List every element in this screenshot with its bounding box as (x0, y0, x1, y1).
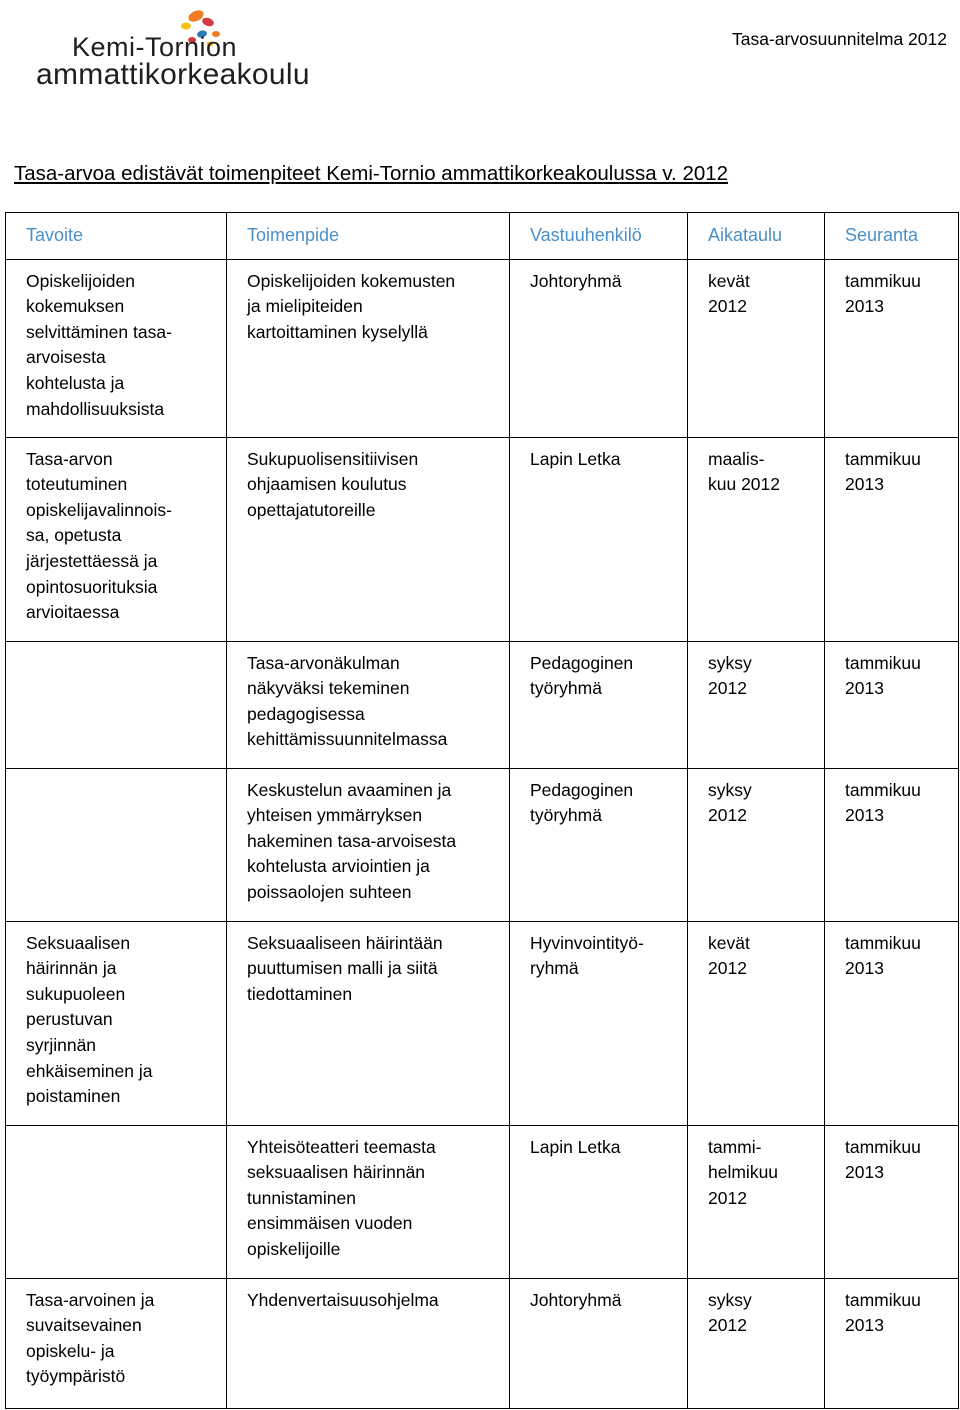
cell-vastuu (510, 641, 688, 768)
cell-text-line: työryhmä (530, 678, 602, 699)
measures-table (5, 212, 959, 1409)
cell-text-line: Tasa-arvonäkulman (247, 652, 400, 673)
cell-text-line: hakeminen tasa-arvoisesta (247, 830, 457, 851)
cell-text-line: Opiskelijoiden (26, 270, 135, 291)
cell-toimenpide (227, 1278, 510, 1408)
cell-text-line: Yhdenvertaisuusohjelma (247, 1289, 439, 1310)
cell-toimenpide (227, 1125, 510, 1278)
cell-vastuu (510, 768, 688, 921)
cell-text-line: 2013 (845, 678, 884, 699)
cell-text-line: ehkäiseminen ja (26, 1060, 153, 1081)
cell-text-line: kohtelusta ja (26, 372, 125, 393)
cell-toimenpide (227, 641, 510, 768)
cell-text-line: poissaolojen suhteen (247, 881, 412, 902)
cell-text-line: ryhmä (530, 958, 579, 979)
cell-tavoite (6, 437, 227, 641)
cell-toimenpide (227, 921, 510, 1125)
cell-text-line: suvaitsevainen (26, 1315, 142, 1336)
cell-text-line: opiskelijavalinnois- (26, 499, 172, 520)
cell-text-line: tammikuu (845, 932, 921, 953)
cell-text-line: ja mielipiteiden (247, 296, 363, 317)
cell-text-line: tammikuu (845, 1289, 921, 1310)
cell-text-line: toteutuminen (26, 474, 128, 495)
table-row (6, 768, 959, 921)
table-row (6, 641, 959, 768)
cell-text-line: opiskelu- ja (26, 1340, 115, 1361)
cell-text-line: Hyvinvointityö- (530, 932, 644, 953)
cell-text-line: Pedagoginen (530, 652, 634, 673)
cell-text-line: Opiskelijoiden kokemusten (247, 270, 456, 291)
cell-text-line: näkyväksi tekeminen (247, 678, 410, 699)
cell-seuranta (825, 1278, 959, 1408)
cell-toimenpide (227, 437, 510, 641)
cell-text-line: järjestettäessä ja (26, 550, 158, 571)
cell-text-line: 2013 (845, 474, 884, 495)
cell-text-line: 2012 (708, 296, 747, 317)
cell-text-line: tammikuu (845, 1136, 921, 1157)
cell-seuranta (825, 921, 959, 1125)
cell-text-line: tammikuu (845, 779, 921, 800)
cell-text-line: kokemuksen (26, 296, 125, 317)
cell-seuranta (825, 259, 959, 437)
cell-text-line: pedagogisessa (247, 703, 365, 724)
cell-text-line: kuu 2012 (708, 474, 781, 495)
table-row (6, 1278, 959, 1408)
table-row (6, 1125, 959, 1278)
cell-text-line: 2013 (845, 805, 884, 826)
cell-vastuu (510, 1278, 688, 1408)
cell-text-line: mahdollisuuksista (26, 398, 165, 419)
cell-text-line: Johtoryhmä (530, 270, 622, 291)
cell-text-line: opettajatutoreille (247, 499, 376, 520)
cell-text-line: seksuaalisen häirinnän (247, 1162, 426, 1183)
table-row (6, 259, 959, 437)
cell-text-line: yhteisen ymmärryksen (247, 805, 423, 826)
cell-text-line: puuttumisen malli ja siitä (247, 958, 438, 979)
cell-toimenpide (227, 259, 510, 437)
cell-text-line: arvoisesta (26, 347, 106, 368)
header-seuranta: Seuranta (825, 213, 959, 260)
cell-seuranta (825, 768, 959, 921)
cell-text-line: 2013 (845, 1162, 884, 1183)
cell-text-line: syrjinnän (26, 1034, 97, 1055)
header-tavoite: Tavoite (6, 213, 227, 260)
table-row (6, 921, 959, 1125)
cell-text-line: tammikuu (845, 652, 921, 673)
cell-tavoite (6, 1125, 227, 1278)
cell-seuranta (825, 437, 959, 641)
cell-tavoite (6, 1278, 227, 1408)
cell-text-line: 2012 (708, 958, 747, 979)
header-aikataulu: Aikataulu (688, 213, 825, 260)
logo-line-2: ammattikorkeakoulu (36, 58, 310, 91)
cell-toimenpide (227, 768, 510, 921)
cell-text-line: kartoittaminen kyselyllä (247, 321, 428, 342)
cell-text-line: syksy (708, 652, 752, 673)
cell-text-line: helmikuu (708, 1162, 779, 1183)
cell-text-line: ensimmäisen vuoden (247, 1213, 413, 1234)
cell-vastuu (510, 921, 688, 1125)
cell-text-line: Johtoryhmä (530, 1289, 622, 1310)
cell-text-line: 2013 (845, 296, 884, 317)
cell-aikataulu (688, 437, 825, 641)
cell-tavoite (6, 259, 227, 437)
cell-tavoite (6, 921, 227, 1125)
cell-text-line: 2012 (708, 805, 747, 826)
cell-text-line: poistaminen (26, 1086, 121, 1107)
cell-text-line: Keskustelun avaaminen ja (247, 779, 452, 800)
institution-logo (36, 8, 356, 91)
cell-text-line: syksy (708, 779, 752, 800)
cell-text-line: kevät (708, 270, 750, 291)
cell-text-line: työryhmä (530, 805, 602, 826)
header-vastuuhenkilo: Vastuuhenkilö (510, 213, 688, 260)
cell-text-line: perustuvan (26, 1009, 113, 1030)
cell-vastuu (510, 259, 688, 437)
document-label: Tasa-arvosuunnitelma 2012 (732, 29, 947, 49)
cell-aikataulu (688, 768, 825, 921)
cell-text-line: kevät (708, 932, 750, 953)
cell-text-line: tiedottaminen (247, 983, 353, 1004)
cell-text-line: sukupuoleen (26, 983, 126, 1004)
cell-text-line: ohjaamisen koulutus (247, 474, 407, 495)
cell-text-line: Tasa-arvon (26, 448, 113, 469)
cell-text-line: selvittäminen tasa- (26, 321, 172, 342)
cell-text-line: häirinnän ja (26, 958, 117, 979)
cell-text-line: opiskelijoille (247, 1238, 341, 1259)
cell-aikataulu (688, 1125, 825, 1278)
cell-text-line: tammikuu (845, 448, 921, 469)
cell-text-line: 2012 (708, 678, 747, 699)
cell-text-line: kohtelusta arviointien ja (247, 856, 430, 877)
page-title: Tasa-arvoa edistävät toimenpiteet Kemi-Tornio ammattikorkeakoulussa v. 2012 (14, 162, 729, 185)
cell-text-line: 2013 (845, 1315, 884, 1336)
cell-text-line: 2013 (845, 958, 884, 979)
cell-text-line: kehittämissuunnitelmassa (247, 729, 448, 750)
cell-text-line: tunnistaminen (247, 1187, 356, 1208)
table-header-row (6, 213, 959, 260)
cell-aikataulu (688, 641, 825, 768)
cell-tavoite (6, 641, 227, 768)
cell-vastuu (510, 1125, 688, 1278)
header-toimenpide: Toimenpide (227, 213, 510, 260)
cell-text-line: Seksuaalisen (26, 932, 131, 953)
cell-text-line: sa, opetusta (26, 525, 122, 546)
cell-text-line: Pedagoginen (530, 779, 634, 800)
cell-text-line: tammikuu (845, 270, 921, 291)
cell-text-line: Sukupuolisensitiivisen (247, 448, 419, 469)
cell-aikataulu (688, 1278, 825, 1408)
cell-text-line: arvioitaessa (26, 602, 120, 623)
table-row (6, 437, 959, 641)
cell-text-line: syksy (708, 1289, 752, 1310)
cell-aikataulu (688, 921, 825, 1125)
cell-text-line: Lapin Letka (530, 1136, 621, 1157)
logo-line-1: Kemi-Tornion (72, 32, 238, 62)
cell-text-line: tammi- (708, 1136, 762, 1157)
cell-text-line: työympäristö (26, 1366, 126, 1387)
cell-text-line: Tasa-arvoinen ja (26, 1289, 155, 1310)
cell-aikataulu (688, 259, 825, 437)
cell-text-line: opintosuorituksia (26, 576, 158, 597)
cell-vastuu (510, 437, 688, 641)
cell-text-line: Yhteisöteatteri teemasta (247, 1136, 436, 1157)
cell-text-line: Seksuaaliseen häirintään (247, 932, 443, 953)
cell-seuranta (825, 641, 959, 768)
cell-text-line: 2012 (708, 1187, 747, 1208)
cell-seuranta (825, 1125, 959, 1278)
cell-text-line: Lapin Letka (530, 448, 621, 469)
cell-text-line: maalis- (708, 448, 765, 469)
cell-tavoite (6, 768, 227, 921)
cell-text-line: 2012 (708, 1315, 747, 1336)
